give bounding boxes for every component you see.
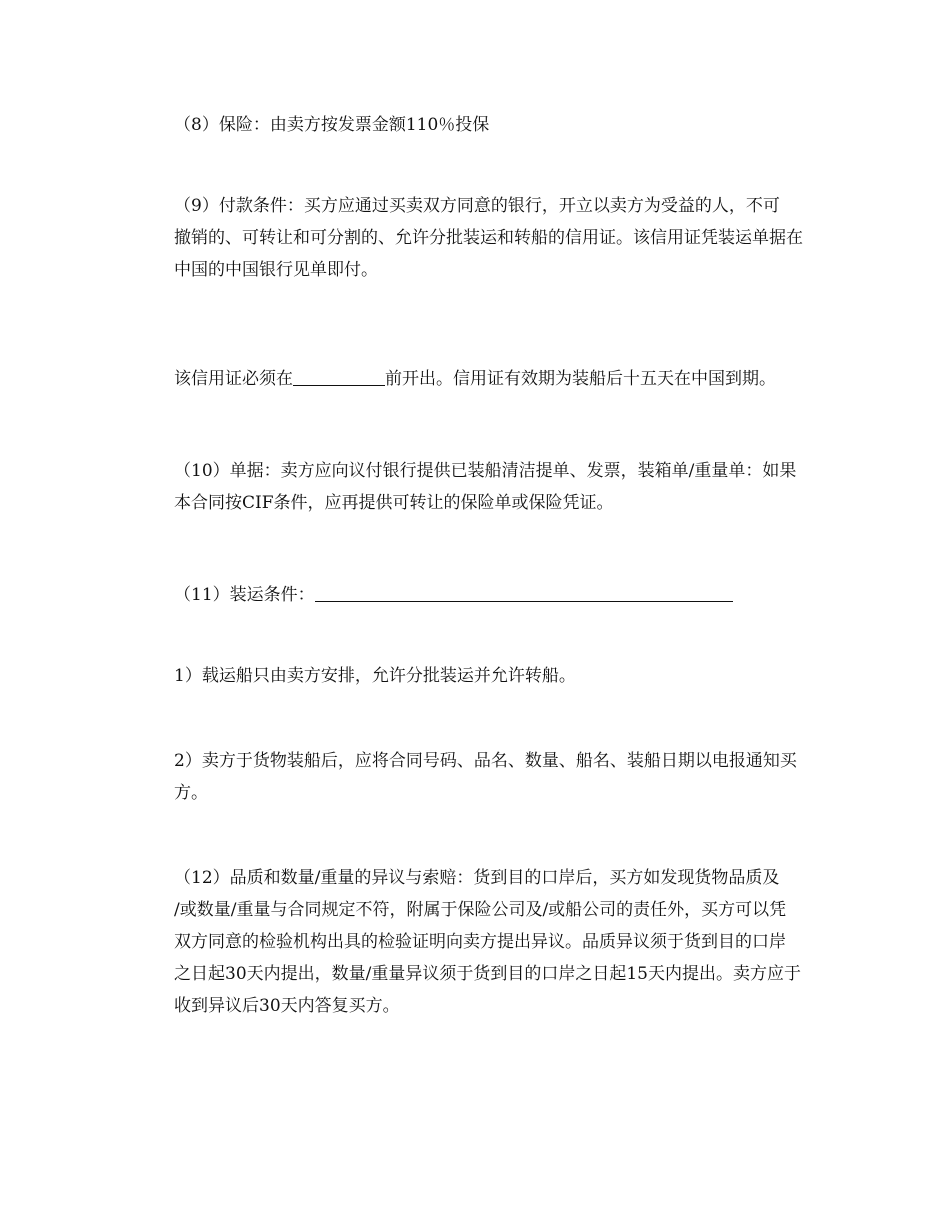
- lc-validity-after: 前开出。信用证有效期为装船后十五天在中国到期。: [385, 369, 776, 389]
- clause-9-line-3: 中国的中国银行见单即付。: [174, 260, 378, 280]
- clause-9-line-2: 撤销的、可转让和可分割的、允许分批装运和转船的信用证。该信用证凭装运单据在: [174, 228, 803, 248]
- clause-12-line-5: 收到异议后30天内答复买方。: [174, 996, 400, 1016]
- clause-11-shipment: [140, 579, 820, 611]
- clause-12-claims: [140, 862, 820, 1022]
- clause-8-insurance: [140, 109, 820, 141]
- lc-date-blank: [293, 367, 385, 386]
- clause-11-item-2: [140, 745, 820, 809]
- clause-11-item-2-line-2: 方。: [174, 783, 208, 803]
- lc-validity-paragraph: [140, 363, 820, 395]
- clause-11-item-2-line-1: 2）卖方于货物装船后，应将合同号码、品名、数量、船名、装船日期以电报通知买: [174, 751, 797, 771]
- clause-12-line-3: 双方同意的检验机构出具的检验证明向卖方提出异议。品质异议须于货到目的口岸: [174, 932, 786, 952]
- clause-8-text: （8）保险：由卖方按发票金额110％投保: [174, 115, 490, 135]
- clause-11-item-1: [140, 660, 820, 692]
- lc-validity-line: [140, 363, 820, 395]
- clause-11-line: [140, 579, 820, 611]
- clause-10-line-1: （10）单据：卖方应向议付银行提供已装船清洁提单、发票，装箱单/重量单：如果: [174, 461, 797, 481]
- clause-10-documents: [140, 455, 820, 519]
- clause-10-line-2: 本合同按CIF条件，应再提供可转让的保险单或保险凭证。: [174, 493, 614, 513]
- shipment-terms-blank: [315, 583, 733, 602]
- clause-12-line-2: /或数量/重量与合同规定不符，附属于保险公司及/或船公司的责任外，买方可以凭: [174, 900, 787, 920]
- clause-11-item-1-text: 1）载运船只由卖方安排，允许分批装运并允许转船。: [174, 666, 576, 686]
- clause-9-payment: [140, 190, 820, 286]
- lc-validity-before: 该信用证必须在: [174, 369, 293, 389]
- clause-11-label: （11）装运条件：: [174, 585, 315, 605]
- clause-9-line-1: （9）付款条件：买方应通过买卖双方同意的银行，开立以卖方为受益的人，不可: [174, 196, 780, 216]
- clause-12-line-4: 之日起30天内提出，数量/重量异议须于货到目的口岸之日起15天内提出。卖方应于: [174, 964, 801, 984]
- clause-12-line-1: （12）品质和数量/重量的异议与索赔：货到目的口岸后，买方如发现货物品质及: [174, 868, 780, 888]
